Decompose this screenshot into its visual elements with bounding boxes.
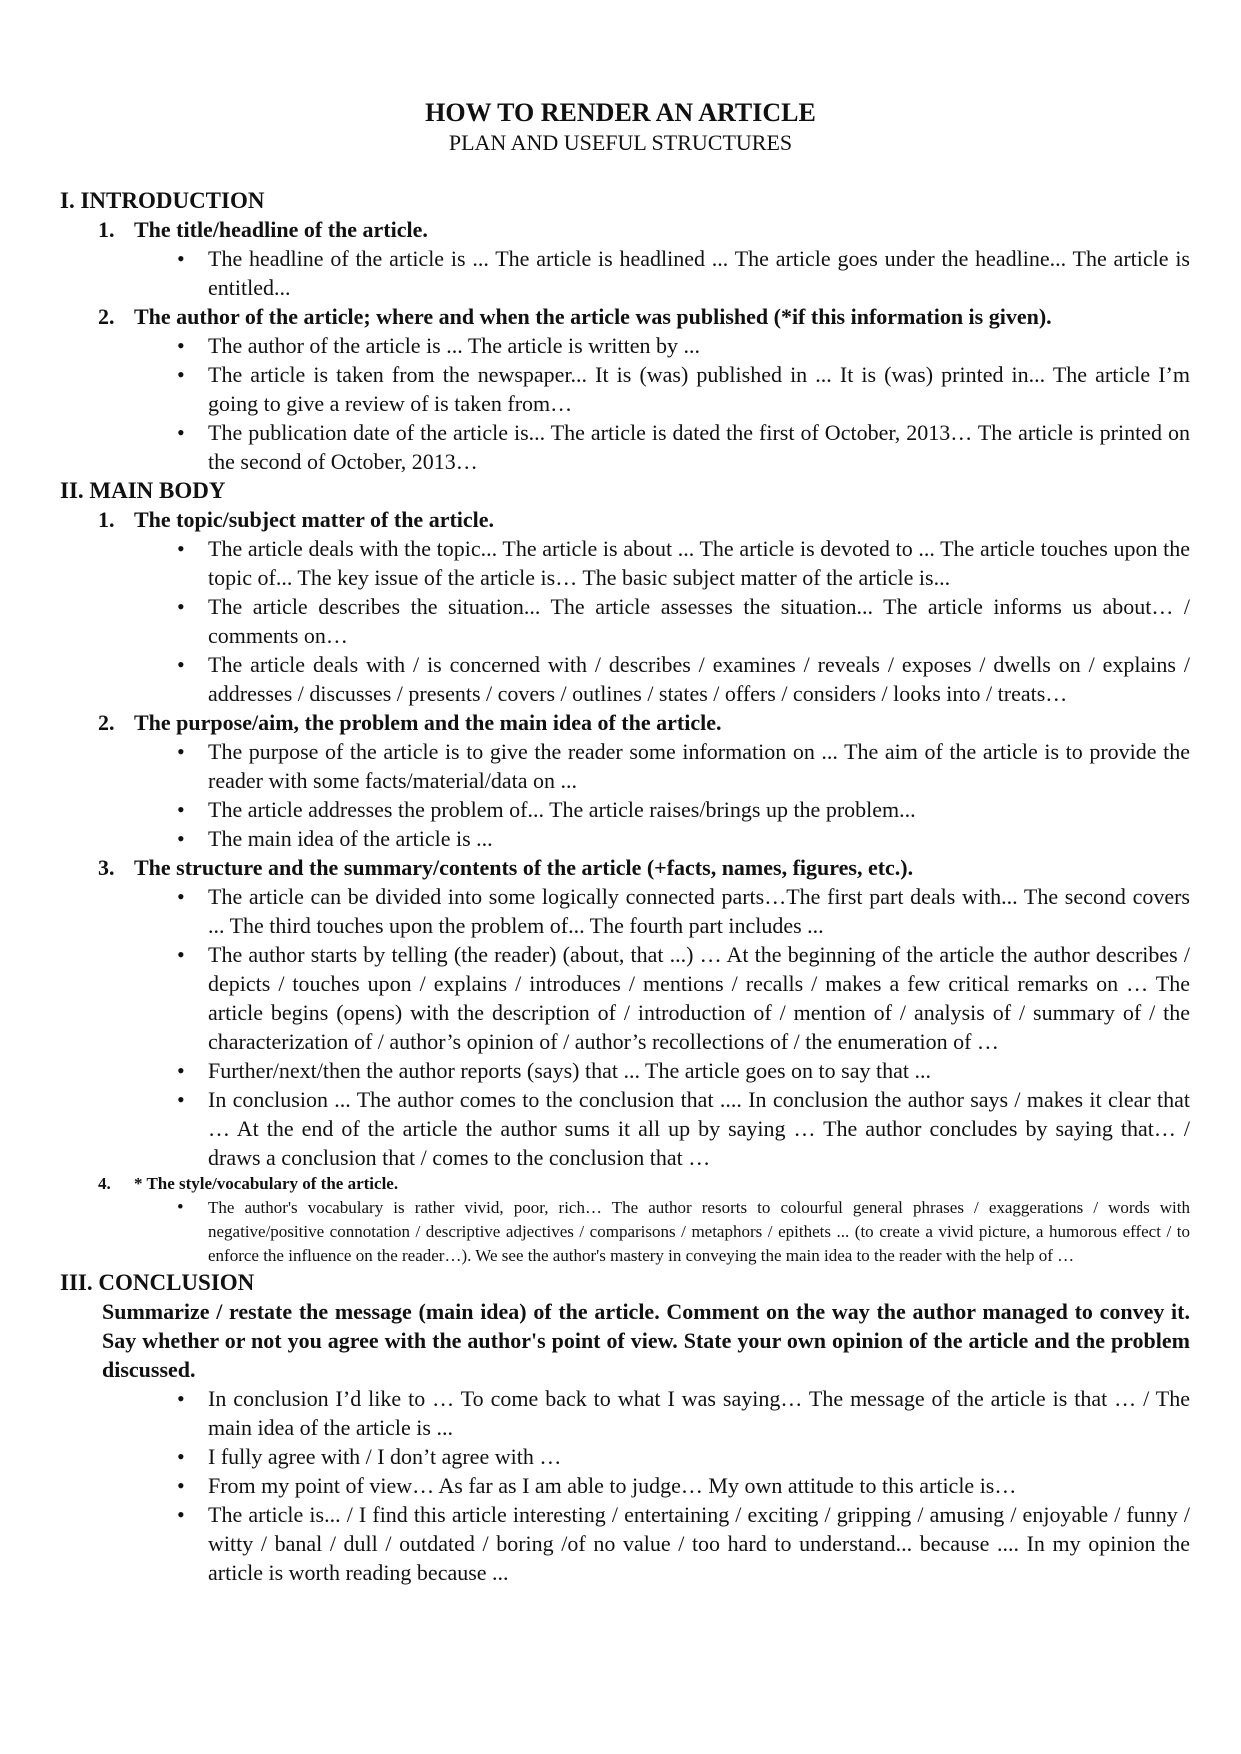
subsection-number: 3. — [98, 855, 115, 880]
subsection-heading — [98, 215, 1190, 244]
list-item: • In conclusion ... The author comes to the conclusion that .... In conclusion the author says / makes it clear that … At the end of the article the author sums it all up by saying … The author concludes by saying that… / draws a conclusion that / comes to the conclusion that … — [208, 1085, 1190, 1172]
list-item: • I fully agree with / I don’t agree with … — [208, 1442, 1190, 1471]
list-item: • The article is... / I find this article interesting / entertaining / exciting / gripping / amusing / enjoyable / funny / witty / banal / dull / outdated / boring /of no value / too hard to understand... because .... In my opinion the article is worth reading because ... — [208, 1500, 1190, 1587]
list-item: • In conclusion I’d like to … To come back to what I was saying… The message of the article is that … / The main idea of the article is ... — [208, 1384, 1190, 1442]
bullet-list — [60, 331, 1190, 476]
bullet-list — [60, 244, 1190, 302]
subsection-title: The title/headline of the article. — [134, 217, 428, 242]
subsection-heading — [98, 708, 1190, 737]
list-item: • From my point of view… As far as I am able to judge… My own attitude to this article is… — [208, 1471, 1190, 1500]
list-item: • The article deals with the topic... The article is about ... The article is devoted to ... The article touches upon the topic of... The key issue of the article is… The basic subject matter of the article is... — [208, 534, 1190, 592]
subsection-title: The purpose/aim, the problem and the main idea of the article. — [134, 710, 722, 735]
subsection-heading — [98, 1172, 1190, 1196]
list-item: • The purpose of the article is to give the reader some information on ... The aim of the article is to provide the reader with some facts/material/data on ... — [208, 737, 1190, 795]
subsection-heading — [98, 853, 1190, 882]
list-item: • The article describes the situation... The article assesses the situation... The article informs us about… / comments on… — [208, 592, 1190, 650]
style-vocabulary-block — [60, 1172, 1190, 1268]
bullet-list — [60, 882, 1190, 1172]
subsection-title: The author of the article; where and when the article was published (*if this information is given). — [134, 304, 1052, 329]
section-heading-conclusion: III. CONCLUSION — [60, 1270, 255, 1295]
list-item: • The author starts by telling (the reader) (about, that ...) … At the beginning of the article the author describes / depicts / touches upon / explains / introduces / mentions / recalls / makes a few critical remarks on … The article begins (opens) with the description of / introduction of / mention of / analysis of / summary of / the characterization of / author’s opinion of / author’s recollections of / the enumeration of … — [208, 940, 1190, 1056]
list-item: • The main idea of the article is ... — [208, 824, 1190, 853]
section-heading-introduction: I. INTRODUCTION — [60, 188, 265, 213]
list-item: • The publication date of the article is... The article is dated the first of October, 2013… The article is printed on the second of October, 2013… — [208, 418, 1190, 476]
subsection-number: 2. — [98, 304, 115, 329]
list-item: • The headline of the article is ... The article is headlined ... The article goes under the headline... The article is entitled... — [208, 244, 1190, 302]
bullet-list — [60, 1384, 1190, 1587]
list-item: • The article deals with / is concerned with / describes / examines / reveals / exposes / dwells on / explains / addresses / discusses / presents / covers / outlines / states / offers / considers / looks into / treats… — [208, 650, 1190, 708]
subsection-number: 4. — [98, 1174, 111, 1193]
list-item: • The author of the article is ... The article is written by ... — [208, 331, 1190, 360]
document-body — [60, 186, 1190, 1587]
subsection-number: 2. — [98, 710, 115, 735]
document-title: HOW TO RENDER AN ARTICLE — [425, 98, 816, 127]
document-subtitle: PLAN AND USEFUL STRUCTURES — [448, 130, 793, 155]
subsection-heading — [98, 302, 1190, 331]
subsection-number: 1. — [98, 217, 115, 242]
list-item: • The article is taken from the newspaper... It is (was) published in ... It is (was) printed in... The article I’m going to give a review of is taken from… — [208, 360, 1190, 418]
conclusion-instructions: Summarize / restate the message (main idea) of the article. Comment on the way the author managed to convey it. Say whether or not you agree with the author's point of view. State your own opinion of the article and the problem discussed. — [102, 1299, 1190, 1382]
bullet-list — [60, 737, 1190, 853]
subsection-number: 1. — [98, 507, 115, 532]
subsection-title: * The style/vocabulary of the article. — [134, 1174, 399, 1193]
subsection-title: The topic/subject matter of the article. — [134, 507, 495, 532]
list-item: • The article can be divided into some logically connected parts…The first part deals with... The second covers ... The third touches upon the problem of... The fourth part includes ... — [208, 882, 1190, 940]
list-item: • The author's vocabulary is rather vivid, poor, rich… The author resorts to colourful general phrases / exaggerations / words with negative/positive connotation / descriptive adjectives / comparisons / metaphors / epithets ... (to create a vivid picture, a humorous effect / to enforce the influence on the reader…). We see the author's mastery in conveying the main idea to the reader with the help of … — [208, 1196, 1190, 1268]
subsection-title: The structure and the summary/contents of the article (+facts, names, figures, etc.). — [134, 855, 914, 880]
bullet-list — [60, 534, 1190, 708]
list-item: • The article addresses the problem of... The article raises/brings up the problem... — [208, 795, 1190, 824]
list-item: • Further/next/then the author reports (says) that ... The article goes on to say that ... — [208, 1056, 1190, 1085]
subsection-heading — [98, 505, 1190, 534]
section-heading-main-body: II. MAIN BODY — [60, 478, 226, 503]
bullet-list — [60, 1196, 1190, 1268]
